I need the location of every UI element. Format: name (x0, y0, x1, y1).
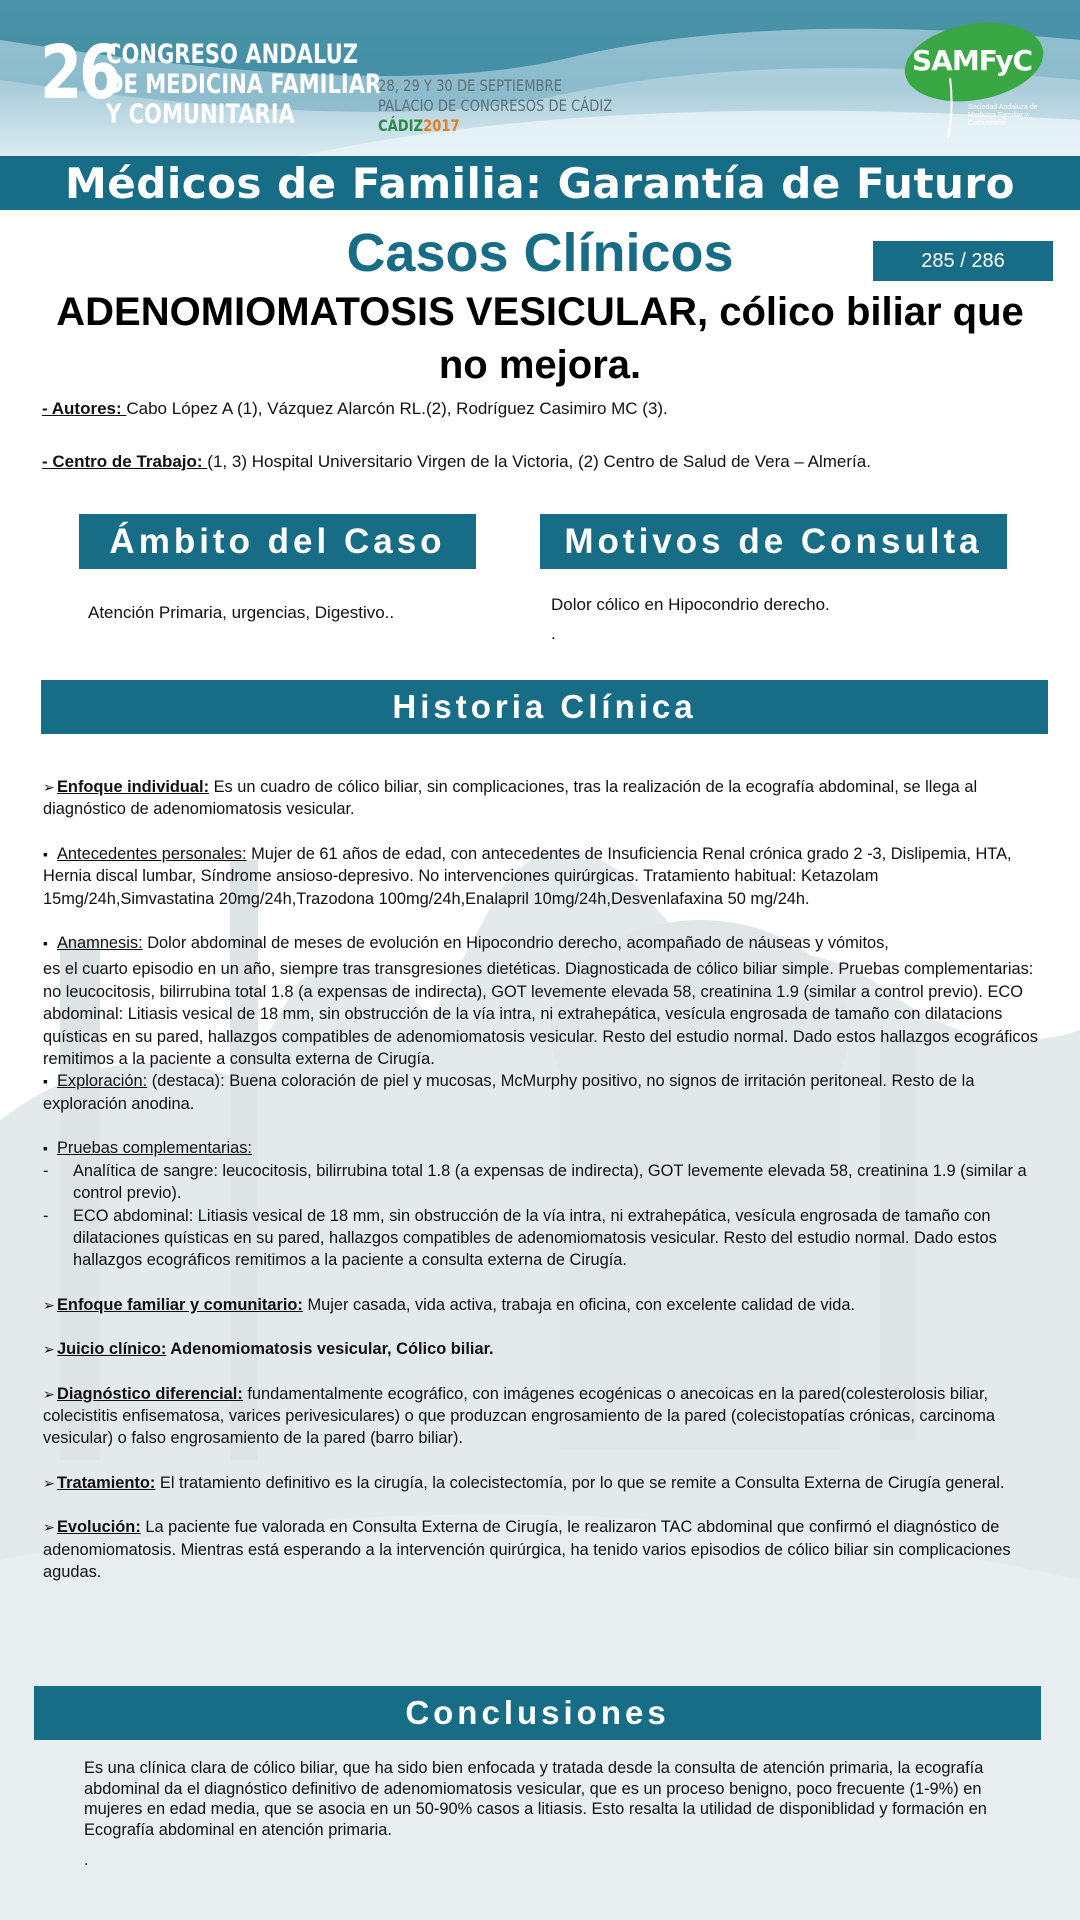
enfoque-individual-label: Enfoque individual: (57, 778, 210, 796)
conclusiones-trailing: . (84, 1852, 89, 1869)
dash-bullet: - (43, 1206, 49, 1225)
congress-dates: 28, 29 Y 30 DE SEPTIEMBRE (378, 76, 562, 95)
congress-title-line: CONGRESO ANDALUZ (106, 39, 359, 70)
city-name: CÁDIZ (378, 116, 424, 135)
workplace-line (42, 452, 1042, 472)
slogan-bar (0, 156, 1080, 210)
exploracion-text: (destaca): Buena coloración de piel y mucosas, McMurphy positivo, no signos de irritación peritoneal. Resto de la exploración anodina. (43, 1072, 975, 1113)
ambito-heading: Ámbito del Caso (79, 514, 476, 569)
anamnesis-paragraph (43, 932, 1043, 954)
enfoque-individual-paragraph (43, 776, 1043, 821)
dash-bullet: - (43, 1161, 49, 1180)
antecedentes-paragraph (43, 843, 1043, 910)
historia-heading: Historia Clínica (41, 680, 1048, 734)
poster-number-badge: 285 / 286 (873, 241, 1053, 281)
category-title: Casos Clínicos (346, 223, 734, 283)
pruebas-paragraph (43, 1137, 1043, 1159)
antecedentes-text: Mujer de 61 años de edad, con antecedentes de Insuficiencia Renal crónica grado 2 -3, Dislipemia, HTA, Hernia discal lumbar, Síndrome ansioso-depresivo. No intervenciones quirúrgicas. Tratamiento habitual: Ketazolam 15mg/24h,Simvastatina 20mg/24h,Trazodona 100mg/24h,Enalapril 10mg/24h,Desvenlafaxina 50 mg/24h. (43, 844, 1012, 908)
enfoque-individual-text: Es un cuadro de cólico biliar, sin complicaciones, tras la realización de la ecografía abdominal, se llega al diagnóstico de adenomiomatosis vesicular. (43, 778, 978, 819)
motivos-heading: Motivos de Consulta (540, 514, 1007, 569)
congress-header (0, 0, 1080, 156)
familiar-label: Enfoque familiar y comunitario: (57, 1295, 303, 1314)
juicio-label: Juicio clínico: (57, 1340, 167, 1359)
pruebas-item (43, 1160, 1043, 1205)
pruebas-item-text: ECO abdominal: Litiasis vesical de 18 mm, sin obstrucción de la vía intra, ni extrahepática, vesícula engrosada de tamaño con dilataciones quísticas en su pared, hallazgos compatibles de adenomiomatosis vesicular. Resto del estudio normal. Dado estos hallazgos ecográficos remitimos a la paciente a consulta externa de Cirugía. (73, 1206, 997, 1270)
historia-body (43, 776, 1043, 1583)
city-year: 2017 (423, 116, 460, 135)
congress-number: 26 (40, 30, 118, 116)
diferencial-label: Diagnóstico diferencial: (57, 1384, 243, 1403)
diferencial-paragraph (43, 1383, 1043, 1450)
arrow-bullet-icon: ➢ (43, 1519, 55, 1536)
anamnesis-continuation: es el cuarto episodio en un año, siempre tras transgresiones dietéticas. Diagnosticada de cólico biliar simple. Pruebas complementarias: no leucocitosis, bilirrubina total 1.8 (a expensas de indirecta), GOT levemente elevada 58, creatinina 1.9 (similar a control previo). ECO abdominal: Litiasis vesical de 18 mm, sin obstrucción de la vía intra, ni extrahepática, vesícula engrosada de tamaño con dilatacions quísticas en su pared, hallazgos compatibles de adenomiomatosis vesicular. Resto del estudio normal. Dado estos hallazgos ecográficos remitimos a la paciente a consulta externa de Cirugía. (43, 960, 1038, 1069)
motivos-text: Dolor cólico en Hipocondrio derecho. (551, 595, 830, 614)
motivos-trailing: . (551, 624, 556, 643)
authors-text: Cabo López A (1), Vázquez Alarcón RL.(2), Rodríguez Casimiro MC (3). (126, 399, 668, 418)
square-bullet-icon: ▪ (43, 1140, 48, 1157)
pruebas-item-text: Analítica de sangre: leucocitosis, bilirrubina total 1.8 (a expensas de indirecta), GOT levemente elevada 58, creatinina 1.9 (similar a control previo). (73, 1161, 1027, 1203)
congress-info (378, 76, 612, 136)
arrow-bullet-icon: ➢ (43, 1385, 55, 1402)
arrow-bullet-icon: ➢ (43, 1296, 55, 1313)
congress-city (378, 116, 612, 136)
ambito-text: Atención Primaria, urgencias, Digestivo.. (88, 603, 395, 622)
workplace-label: - Centro de Trabajo: (42, 452, 208, 471)
antecedentes-label: Antecedentes personales: (57, 844, 247, 863)
evolucion-text: La paciente fue valorada en Consulta Externa de Cirugía, le realizaron TAC abdominal que confirmó el diagnóstico de adenomiomatosis. Mientras está esperando a la intervención quirúrgica, ha tenido varios episodios de cólico biliar sin complicaciones agudas. (43, 1518, 1011, 1581)
arrow-bullet-icon: ➢ (43, 1341, 55, 1358)
anamnesis-label: Anamnesis: (57, 934, 143, 953)
authors-line (42, 399, 1042, 419)
tratamiento-label: Tratamiento: (57, 1473, 156, 1492)
authors-label: - Autores: (42, 399, 127, 418)
congress-title-line: DE MEDICINA FAMILIAR (106, 69, 382, 100)
pruebas-item (43, 1205, 1043, 1272)
exploracion-label: Exploración: (57, 1072, 148, 1091)
evolucion-label: Evolución: (57, 1518, 141, 1537)
case-title: ADENOMIOMATOSIS VESICULAR, cólico biliar que no mejora. (56, 290, 1024, 387)
juicio-paragraph (43, 1338, 1043, 1360)
familiar-paragraph (43, 1294, 1043, 1316)
square-bullet-icon: ▪ (43, 1073, 48, 1090)
arrow-bullet-icon: ➢ (43, 1474, 55, 1491)
tratamiento-text: El tratamiento definitivo es la cirugía, la colecistectomía, por lo que se remite a Consulta Externa de Cirugía general. (155, 1473, 1005, 1492)
congress-venue: PALACIO DE CONGRESOS DE CÁDIZ (378, 96, 613, 115)
conclusiones-heading: Conclusiones (34, 1686, 1041, 1740)
exploracion-paragraph (43, 1070, 1043, 1115)
tratamiento-paragraph (43, 1472, 1043, 1494)
familiar-text: Mujer casada, vida activa, trabaja en oficina, con excelente calidad de vida. (302, 1295, 856, 1314)
diferencial-text: fundamentalmente ecográfico, con imágenes ecogénicas o anecoicas en la pared(colesterolosis biliar, colecistitis enfisematosa, varices perivesiculares) o que produzcan engrosamiento de la pared (colecistopatías crónicas, carcinoma vesicular) o falso engrosamiento de la pared (barro biliar). (43, 1384, 996, 1448)
anamnesis-first-text: Dolor abdominal de meses de evolución en Hipocondrio derecho, acompañado de náuseas y vómitos, (142, 934, 889, 953)
square-bullet-icon: ▪ (43, 935, 48, 952)
congress-title (106, 40, 381, 130)
arrow-bullet-icon: ➢ (43, 779, 55, 795)
juicio-text: Adenomiomatosis vesicular, Cólico biliar. (166, 1340, 494, 1359)
pruebas-label: Pruebas complementarias: (57, 1139, 252, 1158)
workplace-text: (1, 3) Hospital Universitario Virgen de la Victoria, (2) Centro de Salud de Vera – Almería. (207, 452, 871, 471)
samfyc-logo-text: SAMFyC (912, 44, 1033, 77)
congress-title-line: Y COMUNITARIA (106, 99, 295, 130)
conclusiones-text: Es una clínica clara de cólico biliar, que ha sido bien enfocada y tratada desde la consulta de atención primaria, la ecografía abdominal da el diagnóstico definitivo de adenomiomatosis vesicular, que es un proceso benigno, poco frecuente (1-9%) en mujeres en edad media, que se asocia en un 50-90% casos a litiasis. Esto resalta la utilidad de disponiblidad y formación en Ecografía abdominal en atención primaria. (84, 1759, 987, 1839)
square-bullet-icon: ▪ (43, 845, 48, 862)
samfyc-logo-subtext: Sociedad Andaluza de Medicina Familiar y Comunitaria (968, 104, 1038, 127)
slogan: Médicos de Familia: Garantía de Futuro (65, 158, 1015, 208)
evolucion-paragraph (43, 1516, 1043, 1583)
